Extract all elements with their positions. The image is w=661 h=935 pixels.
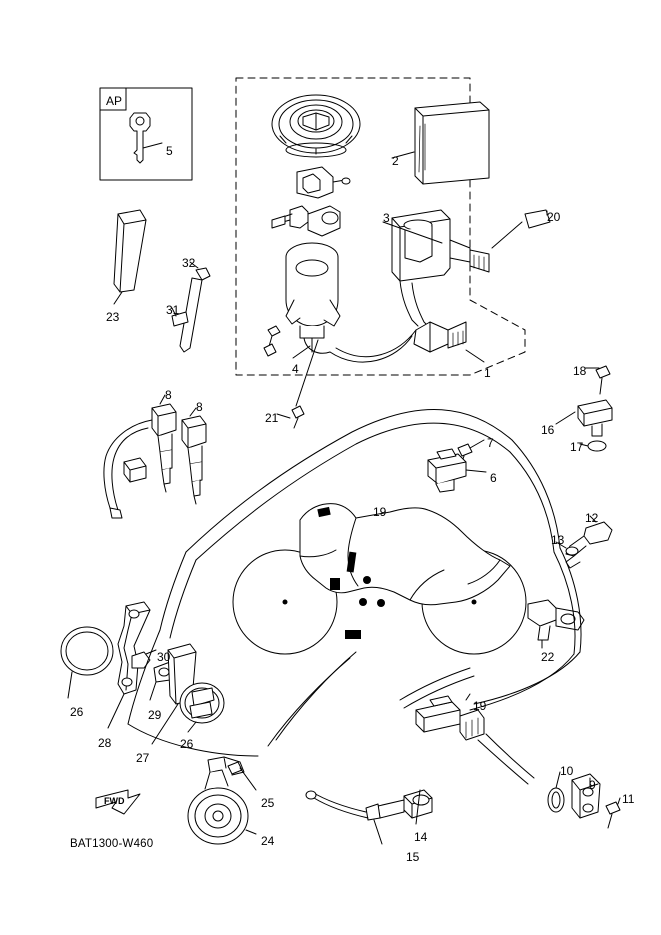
callout-31: 31 <box>166 303 180 317</box>
callout-1: 1 <box>484 366 491 380</box>
callout-8-a: 8 <box>165 388 172 402</box>
callout-8-b: 8 <box>196 400 203 414</box>
callout-29: 29 <box>148 708 162 722</box>
callout-30: 30 <box>157 650 171 664</box>
callout-2: 2 <box>392 154 399 168</box>
callout-21: 21 <box>265 411 279 425</box>
callout-26-a: 26 <box>70 705 84 719</box>
diagram-code: BAT1300-W460 <box>70 838 154 850</box>
callout-3: 3 <box>383 211 390 225</box>
callout-26-b: 26 <box>180 737 194 751</box>
callout-7: 7 <box>487 436 494 450</box>
callout-15: 15 <box>406 850 420 864</box>
ap-box-label: AP <box>106 94 123 108</box>
callout-25: 25 <box>261 796 275 810</box>
callout-32: 32 <box>182 256 196 270</box>
callout-11: 11 <box>622 792 635 806</box>
callout-13: 13 <box>551 533 565 547</box>
callout-17: 17 <box>570 440 584 454</box>
callout-18: 18 <box>573 364 587 378</box>
callout-5: 5 <box>166 144 173 158</box>
callout-24: 24 <box>261 834 275 848</box>
callout-22: 22 <box>541 650 555 664</box>
callout-20: 20 <box>547 210 561 224</box>
fwd-arrow-label: FWD <box>104 796 125 806</box>
callout-27: 27 <box>136 751 150 765</box>
callout-19-a: 19 <box>373 505 387 519</box>
callout-9: 9 <box>589 778 596 792</box>
callout-14: 14 <box>414 830 428 844</box>
callout-12: 12 <box>585 511 599 525</box>
callout-6: 6 <box>490 471 497 485</box>
callout-16: 16 <box>541 423 555 437</box>
callout-28: 28 <box>98 736 112 750</box>
callout-23: 23 <box>106 310 120 324</box>
callout-10: 10 <box>560 764 574 778</box>
callout-4: 4 <box>292 362 299 376</box>
callout-19-b: 19 <box>473 699 487 713</box>
